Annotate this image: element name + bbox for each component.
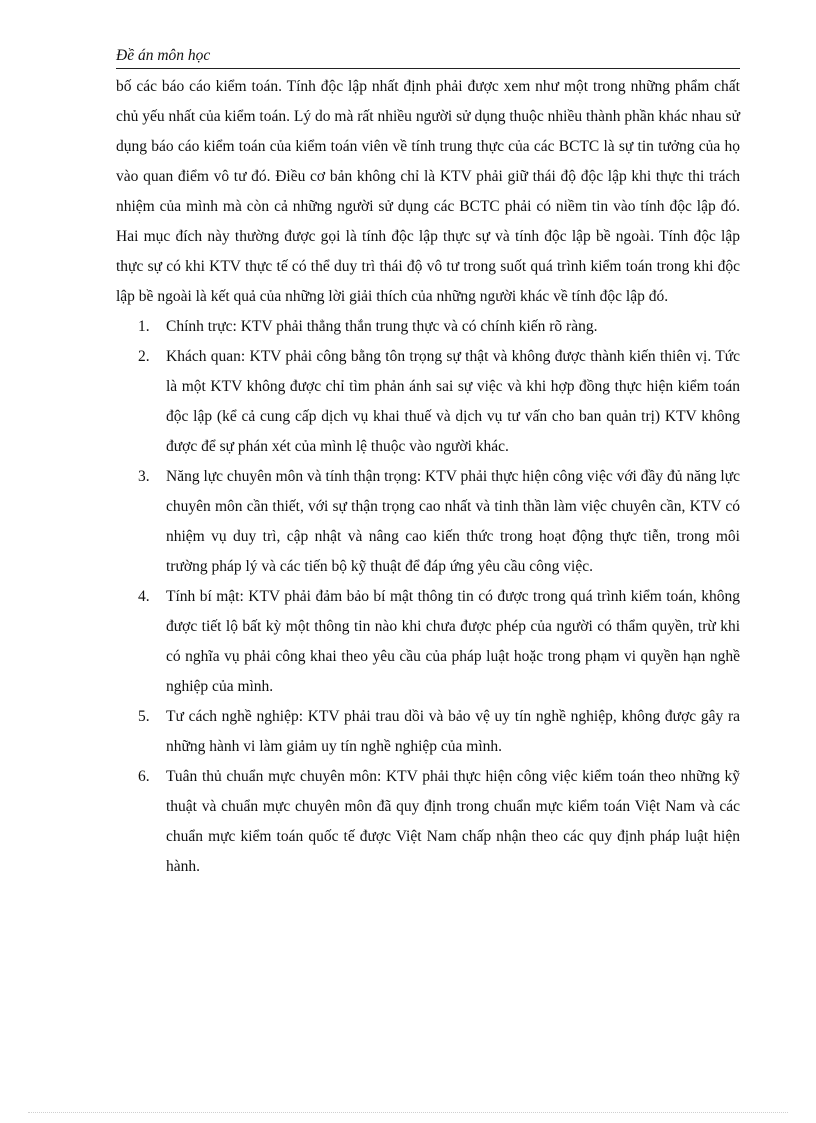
list-item	[116, 762, 740, 882]
list-item	[116, 582, 740, 702]
page-header	[116, 46, 740, 69]
list-item-number: 4.	[138, 588, 150, 605]
list-item-text: Năng lực chuyên môn và tính thận trọng: KTV phải thực hiện công việc với đầy đủ năng lực chuyên môn cần thiết, với sự thận trọng cao nhất và tinh thần làm việc chuyên cần, KTV có nhiệm vụ duy trì, cập nhật và nâng cao kiến thức trong hoạt động thực tiễn, trong môi trường pháp lý và các tiến bộ kỹ thuật để đáp ứng yêu cầu công việc.	[166, 468, 740, 575]
list-item-text: Tuân thủ chuẩn mực chuyên môn: KTV phải thực hiện công việc kiểm toán theo những kỹ thuật và chuẩn mực chuyên môn đã quy định trong chuẩn mực kiểm toán Việt Nam và các chuẩn mực kiểm toán quốc tế được Việt Nam chấp nhận theo các quy định pháp luật hiện hành.	[166, 768, 740, 875]
header-title: Đề án môn học	[116, 47, 211, 64]
list-item-text: Khách quan: KTV phải công bằng tôn trọng sự thật và không được thành kiến thiên vị. Tức là một KTV không được chỉ tìm phản ánh sai sự việc và khi hợp đồng thực hiện kiểm toán độc lập (kể cả cung cấp dịch vụ khai thuế và dịch vụ tư vấn cho ban quản trị) KTV không được để sự phán xét của mình lệ thuộc vào người khác.	[166, 348, 740, 455]
list-item-text: Tư cách nghề nghiệp: KTV phải trau dồi và bảo vệ uy tín nghề nghiệp, không được gây ra những hành vi làm giảm uy tín nghề nghiệp của mình.	[166, 708, 740, 755]
list-item	[116, 312, 740, 342]
principles-list	[116, 312, 740, 882]
list-item	[116, 462, 740, 582]
list-item	[116, 702, 740, 762]
list-item-text: Tính bí mật: KTV phải đảm bảo bí mật thông tin có được trong quá trình kiểm toán, không được tiết lộ bất kỳ một thông tin nào khi chưa được phép của người có thẩm quyền, trừ khi có nghĩa vụ phải công khai theo yêu cầu của pháp luật hoặc trong phạm vi quyền hạn nghề nghiệp của mình.	[166, 588, 740, 695]
list-item-number: 6.	[138, 768, 150, 785]
intro-paragraph: bố các báo cáo kiểm toán. Tính độc lập nhất định phải được xem như một trong những phẩm chất chủ yếu nhất của kiểm toán. Lý do mà rất nhiều người sử dụng thuộc nhiều thành phần khác nhau sử dụng báo cáo kiểm toán của kiểm toán viên về tính trung thực của các BCTC là sự tin tưởng của họ vào quan điểm vô tư đó. Điều cơ bản không chỉ là KTV phải giữ thái độ độc lập khi thực thi trách nhiệm của mình mà còn cả những người sử dụng các BCTC phải có niềm tin vào tính độc lập đó. Hai mục đích này thường được gọi là tính độc lập thực sự và tính độc lập bề ngoài. Tính độc lập thực sự có khi KTV thực tế có thể duy trì thái độ vô tư trong suốt quá trình kiểm toán trong khi độc lập bề ngoài là kết quả của những lời giải thích của những người khác về tính độc lập đó.	[116, 78, 740, 305]
list-item-number: 5.	[138, 708, 150, 725]
list-item-text: Chính trực: KTV phải thẳng thắn trung thực và có chính kiến rõ ràng.	[166, 318, 598, 335]
document-body	[116, 72, 740, 882]
page-bottom-divider	[28, 1112, 788, 1113]
list-item-number: 1.	[138, 318, 150, 335]
list-item	[116, 342, 740, 462]
list-item-number: 2.	[138, 348, 150, 365]
list-item-number: 3.	[138, 468, 150, 485]
